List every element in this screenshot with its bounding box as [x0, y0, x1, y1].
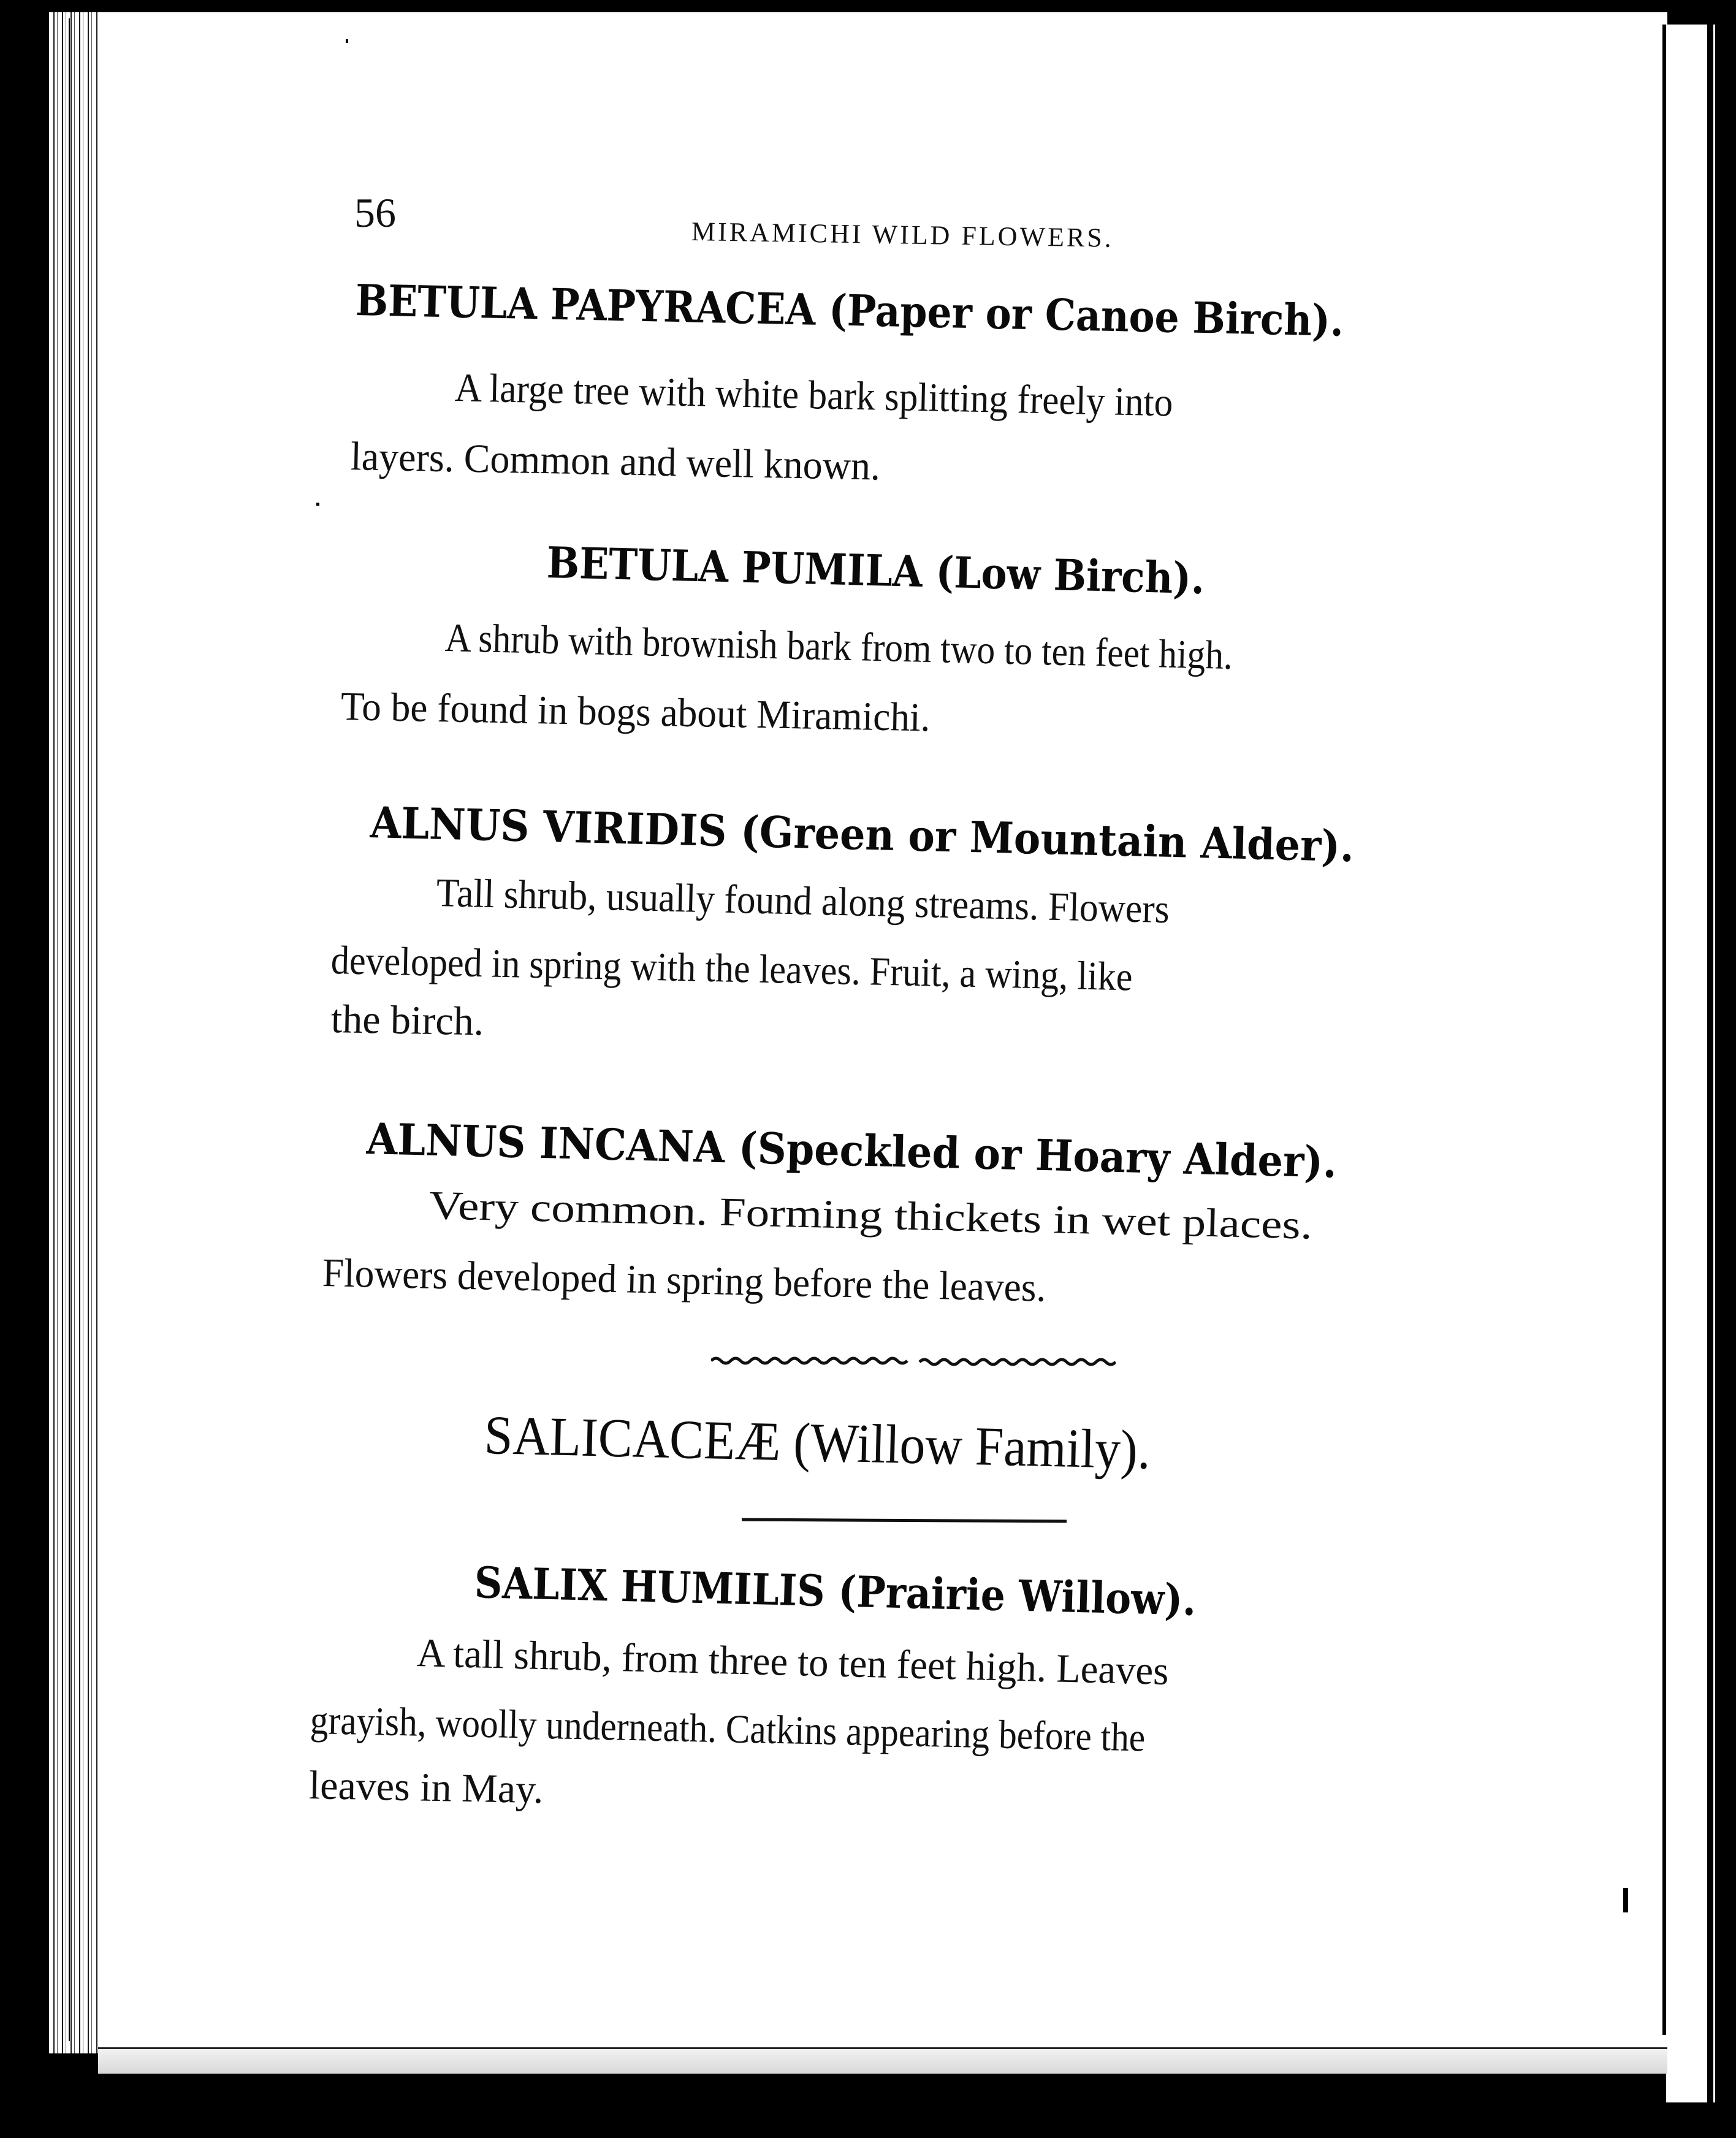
entry-text-line: leaves in May. [308, 1763, 544, 1813]
entry-text-line: grayish, woolly underneath. Catkins appearing before the [310, 1698, 1146, 1760]
latin-name: ALNUS VIRIDIS [369, 797, 728, 857]
common-name: (Paper or Canoe Birch). [828, 284, 1344, 346]
latin-name: SALIX HUMILIS [473, 1557, 826, 1616]
facing-page-outline [1707, 25, 1713, 2102]
binding-line [69, 18, 70, 2041]
entry-text-line: the birch. [330, 997, 484, 1044]
scan-speck [1623, 1888, 1628, 1912]
latin-name: BETULA PAPYRACEA [355, 275, 817, 335]
entry-text-line: layers. Common and well known. [350, 434, 881, 489]
running-title: MIRAMICHI WILD FLOWERS. [691, 216, 1114, 253]
gutter-line [1662, 25, 1666, 2035]
common-name: (Low Birch). [935, 546, 1206, 604]
entry-text-line: Flowers developed in spring before the leaves. [322, 1250, 1047, 1311]
entry-text-line: A large tree with white bark splitting freely into [454, 365, 1174, 425]
entry-text-line: A shrub with brownish bark from two to ten feet high. [444, 615, 1233, 679]
page-number: 56 [354, 189, 396, 236]
entry-text-line: To be found in bogs about Miramichi. [340, 684, 931, 740]
scan-speck [346, 39, 348, 43]
latin-name: BETULA PUMILA [546, 537, 923, 597]
common-name: (Speckled or Hoary Alder). [738, 1122, 1338, 1188]
scan-speck [316, 503, 319, 506]
common-name: (Prairie Willow). [837, 1565, 1197, 1626]
wavy-divider-ornament [711, 1349, 1116, 1373]
family-title: SALICACEÆ (Willow Family). [483, 1405, 1151, 1481]
entry-text-line: Very common. Forming thickets in wet places. [428, 1183, 1313, 1248]
page-bottom-edge [98, 2047, 1667, 2074]
entry-text-line: Tall shrub, usually found along streams. Flowers [436, 870, 1170, 932]
common-name: (Green or Mountain Alder). [740, 805, 1355, 872]
latin-name: ALNUS INCANA [365, 1113, 726, 1173]
entry-text-line: A tall shrub, from three to ten feet high. Leaves [416, 1630, 1170, 1694]
entry-text-line: developed in spring with the leaves. Fruit, a wing, like [330, 938, 1133, 1000]
